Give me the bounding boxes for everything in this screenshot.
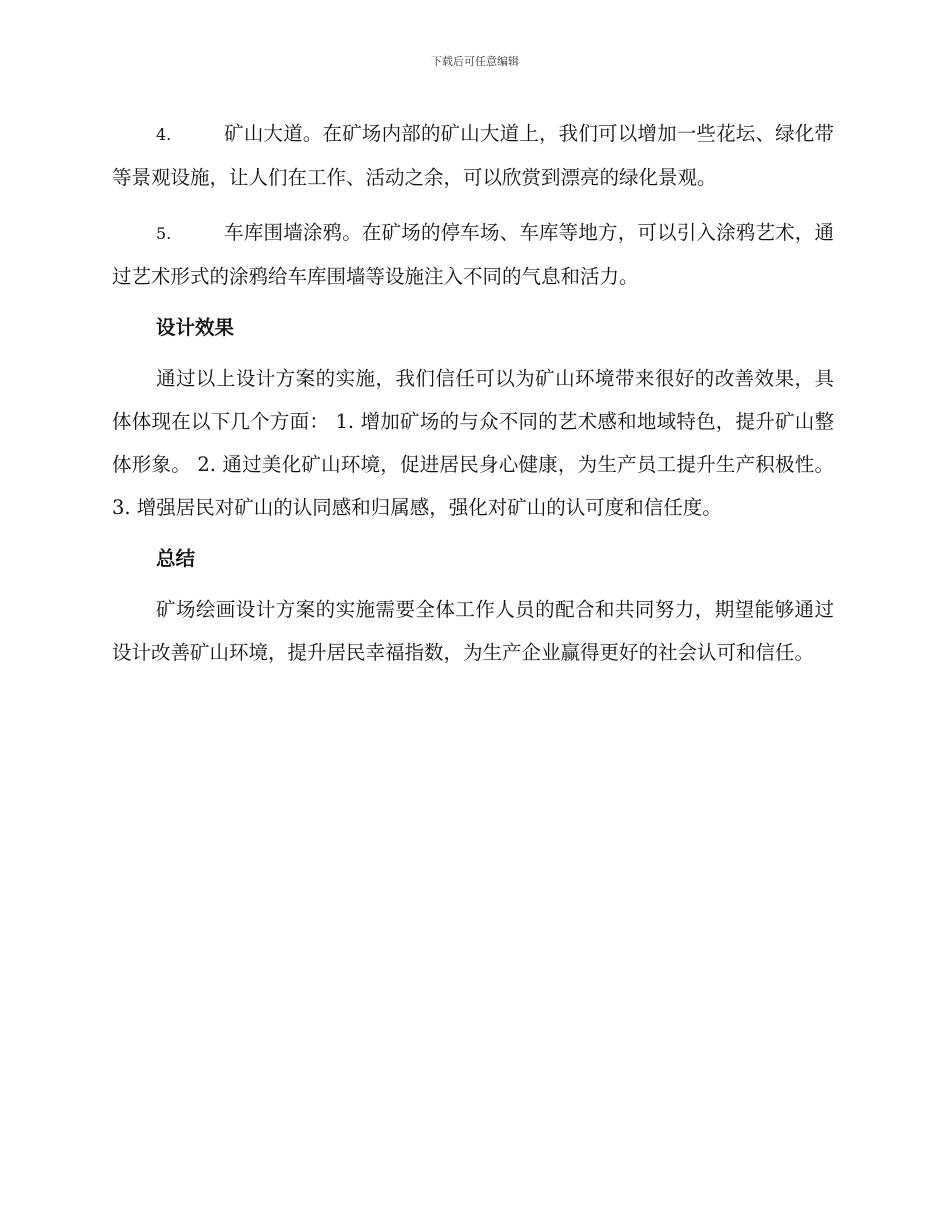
list-item-5 (112, 211, 834, 298)
list-item-text: 矿山大道。在矿场内部的矿山大道上，我们可以增加一些花坛、绿化带等景观设施，让人们在工作、活动之余，可以欣赏到漂亮的绿化景观。 (112, 122, 834, 189)
section-body-summary: 矿场绘画设计方案的实施需要全体工作人员的配合和共同努力，期望能够通过设计改善矿山环境，提升居民幸福指数，为生产企业赢得更好的社会认可和信任。 (112, 598, 834, 664)
section-body-design-effect: 通过以上设计方案的实施，我们信任可以为矿山环境带来很好的改善效果，具体体现在以下几个方面： 1. 增加矿场的与众不同的艺术感和地域特色，提升矿山整体形象。 2. 通过美化矿山环境，促进居民身心健康，为生产员工提升生产积极性。 3. 增强居民对矿山的认同感和归属感，强化对矿山的认可度和信任度。 (112, 367, 834, 519)
document-body (112, 112, 834, 674)
list-number: 5. (156, 224, 172, 243)
section-heading-summary: 总结 (156, 547, 196, 570)
list-number: 4. (156, 125, 172, 144)
section-heading-design-effect: 设计效果 (156, 316, 235, 339)
list-item-4 (112, 112, 834, 199)
list-item-text: 车库围墙涂鸦。在矿场的停车场、车库等地方，可以引入涂鸦艺术，通过艺术形式的涂鸦给车库围墙等设施注入不同的气息和活力。 (112, 221, 834, 288)
page-header: 下载后可任意编辑 (431, 55, 519, 68)
